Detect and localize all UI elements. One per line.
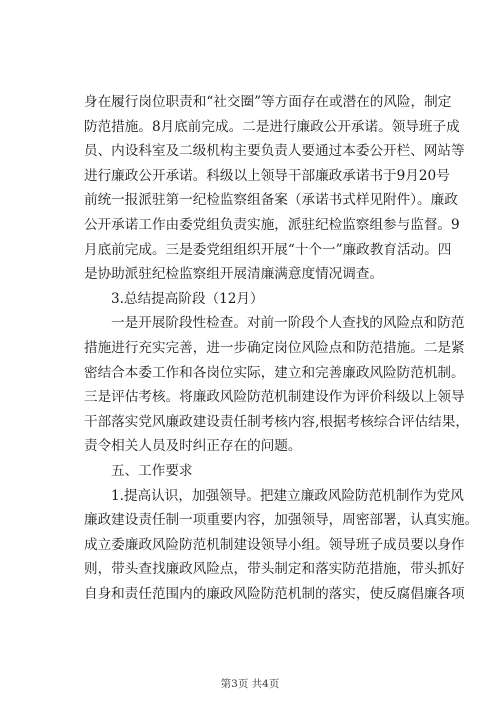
text-line: 公开承诺工作由委党组负责实施，派驻纪检监察组参与监督。9: [84, 216, 460, 233]
text-line: 五、工作要求: [111, 462, 193, 479]
text-line: 一是开展阶段性检查。对前一阶段个人查找的风险点和防范: [111, 315, 465, 332]
text-line: 自身和责任范围内的廉政风险防范机制的落实，使反腐倡廉各项: [84, 585, 465, 602]
body-text: [84, 90, 479, 606]
text-line: 三是评估考核。将廉政风险防范机制建设作为评价科级以上领导: [84, 389, 465, 406]
text-line: 密结合本委工作和各岗位实际，建立和完善廉政风险防范机制。: [84, 364, 465, 381]
text-line: 廉政建设责任制一项重要内容，加强领导，周密部署，认真实施。: [84, 512, 479, 529]
text-line: 防范措施。8月底前完成。二是进行廉政公开承诺。领导班子成: [84, 118, 460, 135]
text-line: 成立委廉政风险防范机制建设领导小组。领导班子成员要以身作: [84, 536, 465, 553]
page-footer: 第3页 共4页: [220, 678, 280, 690]
text-line: 责令相关人员及时纠正存在的问题。: [84, 438, 302, 455]
text-line: 则，带头查找廉政风险点，带头制定和落实防范措施，带头抓好: [84, 561, 465, 578]
text-line: 措施进行充实完善，进一步确定岗位风险点和防范措施。二是紧: [84, 339, 465, 356]
text-line: 身在履行岗位职责和“社交圈”等方面存在或潜在的风险，制定: [84, 94, 452, 110]
text-line: 1.提高认识，加强领导。把建立廉政风险防范机制作为党风: [111, 487, 464, 504]
text-line: 是协助派驻纪检监察组开展清廉满意度情况调查。: [84, 266, 384, 283]
text-line: 月底前完成。三是委党组组织开展“十个一”廉政教育活动。四: [84, 241, 452, 258]
text-line: 进行廉政公开承诺。科级以上领导干部廉政承诺书于9月20号: [84, 167, 450, 184]
text-line: 干部落实党风廉政建设责任制考核内容,根据考核综合评估结果，: [84, 413, 469, 430]
text-line: 3.总结提高阶段（12月）: [111, 290, 264, 307]
text-line: 前统一报派驻第一纪检监察组备案（承诺书式样见附件）。廉政: [84, 192, 458, 209]
text-line: 员、内设科室及二级机构主要负责人要通过本委公开栏、网站等: [84, 143, 465, 160]
